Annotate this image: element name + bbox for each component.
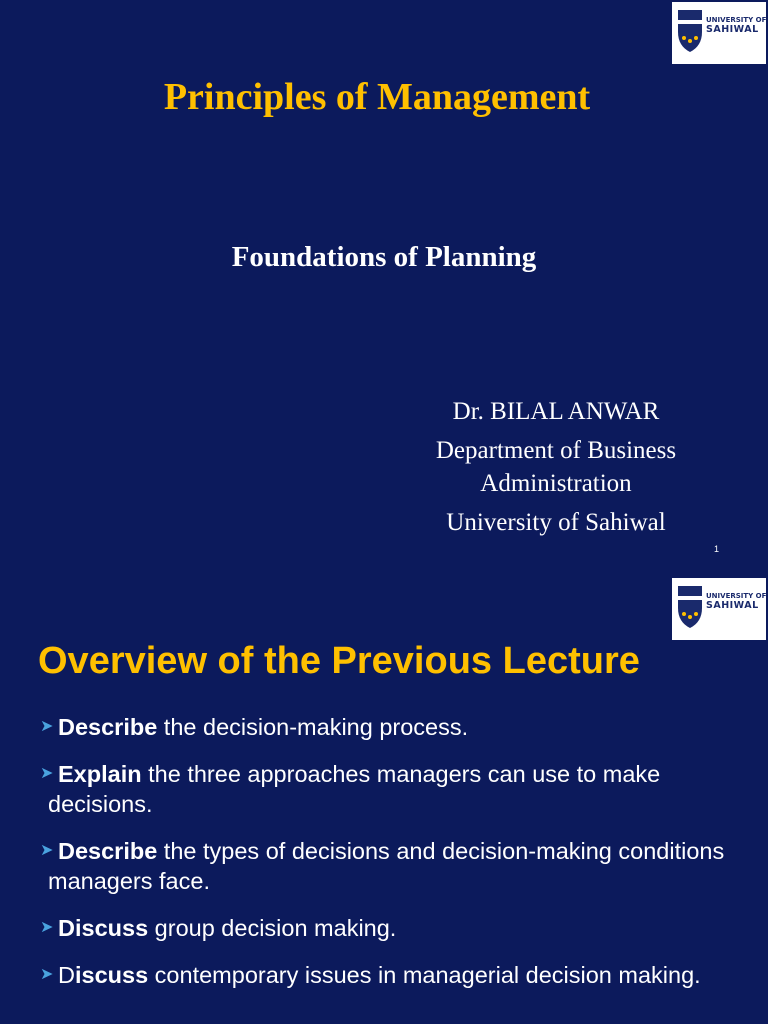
- list-item: [40, 712, 748, 742]
- author-block: [404, 395, 708, 545]
- arrow-bullet-icon: ➤: [40, 765, 54, 782]
- university-logo: [672, 578, 766, 640]
- bullet-list: [40, 712, 748, 1007]
- bullet-keyword: Describe: [58, 714, 158, 740]
- overview-slide: [0, 576, 768, 1024]
- logo-line-2: SAHIWAL: [706, 600, 759, 611]
- bullet-text: contemporary issues in managerial decision making.: [148, 962, 701, 988]
- list-item: [40, 913, 748, 943]
- bullet-keyword-prefix: D: [58, 962, 75, 988]
- arrow-bullet-icon: ➤: [40, 842, 54, 859]
- bullet-keyword: Explain: [58, 761, 142, 787]
- list-item: [40, 836, 748, 896]
- presentation-subtitle: Foundations of Planning: [231, 241, 537, 273]
- arrow-bullet-icon: ➤: [40, 966, 54, 983]
- bullet-keyword: iscuss: [74, 962, 149, 988]
- bullet-text: the types of decisions and decision-making conditions managers face.: [48, 838, 725, 894]
- logo-line-2: SAHIWAL: [706, 24, 759, 35]
- logo-line-1: UNIVERSITY OF: [706, 16, 767, 24]
- list-item: [40, 759, 748, 819]
- list-item: [40, 960, 748, 990]
- presentation-title: Principles of Management: [163, 76, 591, 118]
- bullet-text: the decision-making process.: [157, 714, 469, 740]
- bullet-text: the three approaches managers can use to make decisions.: [48, 761, 661, 817]
- arrow-bullet-icon: ➤: [40, 718, 54, 735]
- logo-line-1: UNIVERSITY OF: [706, 592, 767, 600]
- bullet-text: group decision making.: [148, 915, 397, 941]
- slide-title: Overview of the Previous Lecture: [38, 640, 640, 682]
- arrow-bullet-icon: ➤: [40, 919, 54, 936]
- shield-icon: [676, 584, 704, 630]
- author-university: University of Sahiwal: [446, 509, 666, 536]
- author-department: Department of Business Administration: [435, 437, 677, 497]
- bullet-keyword: Discuss: [58, 915, 149, 941]
- university-logo: [672, 2, 766, 64]
- shield-icon: [676, 8, 704, 54]
- bullet-keyword: Describe: [58, 838, 158, 864]
- slide-number: 1: [714, 544, 720, 554]
- author-name: Dr. BILAL ANWAR: [452, 398, 660, 425]
